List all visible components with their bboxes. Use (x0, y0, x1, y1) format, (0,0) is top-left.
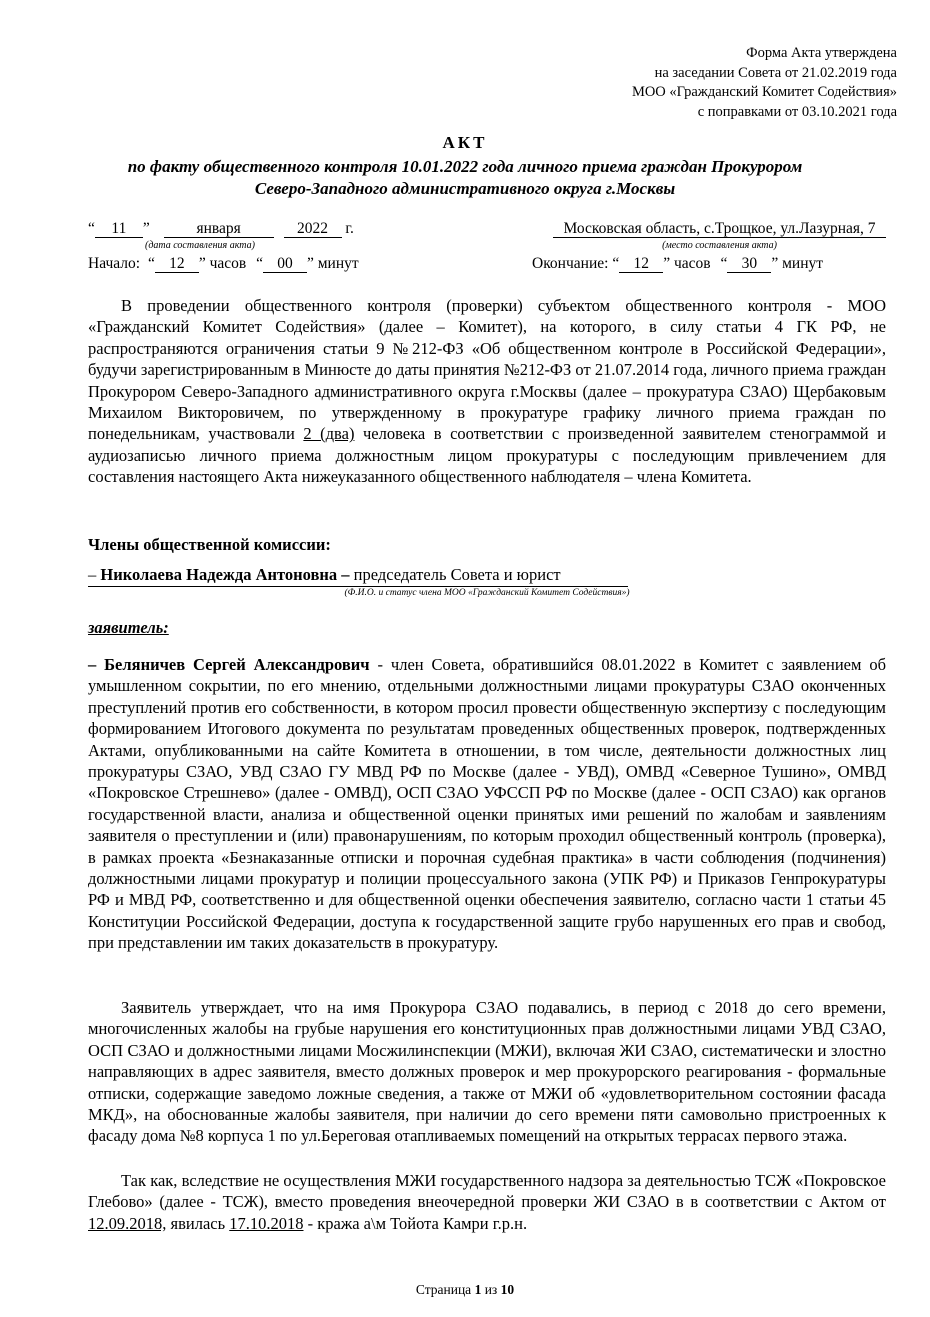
start-hours-unit: часов (209, 255, 247, 272)
start-time-row: Начало: “ 12 ” часов “ 00 ” минут (88, 255, 359, 272)
claims-paragraph: Заявитель утверждает, что на имя Прокурора СЗАО подавались, в период с 2018 до сего времени, многочисленных жалобы на грубые нарушения его конституционных прав должностными лицами УВД СЗАО, ОСП СЗАО и должностными лицами Мосжилинспекции (МЖИ), включая ЖИ СЗАО, систематически и злостно направляющих в адрес заявителя, вместо должных проверок и мер прокурорского реагирования - формальные отписки, содержащие заведомо ложные сведения, а также от МЖИ об «удовлетворительном состоянии фасада МКД», на обоснованные жалобы заявителя, при наличии до сего времени пяти самовольно пристроенных к фасаду дома №8 корпуса 1 по ул.Береговая отапливаемых помещений на открытых террасах первого этажа. (88, 998, 886, 1146)
date-row: “ 11 ” января 2022 г. (88, 220, 354, 237)
document-title: АКТ (442, 133, 488, 152)
approval-line: на заседании Совета от 21.02.2019 года (654, 64, 897, 81)
date-year: 2022 (284, 220, 342, 238)
applicant-name: – Беляничев Сергей Александрович (88, 655, 370, 674)
start-minutes-unit: минут (317, 255, 359, 272)
place-row (553, 220, 886, 238)
place-value: Московская область, с.Трощкое, ул.Лазурная, 7 (553, 220, 886, 238)
subtitle-line-2: Северо-Западного административного округа г.Москвы (254, 179, 676, 198)
document-subtitle (0, 156, 930, 200)
approval-line: МОО «Гражданский Комитет Содействия» (631, 84, 897, 100)
start-label: Начало: (88, 255, 141, 272)
page-number: 1 (474, 1282, 482, 1297)
end-time-row: Окончание: “ 12 ” часов “ 30 ” минут (532, 255, 824, 272)
theft-date: 17.10.2018 (229, 1213, 304, 1233)
act-date: 12.09.2018, (88, 1213, 167, 1233)
members-heading: Члены общественной комиссии: (88, 535, 331, 554)
member-caption: (Ф.И.О. и статус члена МОО «Гражданский Комитет Содействия») (344, 588, 630, 598)
page-total: 10 (500, 1282, 515, 1297)
member-line: – Николаева Надежда Антоновна – председатель Совета и юрист (88, 565, 628, 587)
date-caption: (дата составления акта) (145, 240, 255, 251)
page-footer: Страница 1 из 10 (415, 1282, 515, 1297)
approval-line: с поправками от 03.10.2021 года (697, 103, 897, 120)
applicant-heading: заявитель: (88, 618, 169, 637)
subtitle-line-1: по факту общественного контроля 10.01.2022 года личного приема граждан Прокурором (127, 157, 803, 176)
approval-note (632, 44, 897, 122)
end-minutes-unit: минут (782, 255, 824, 272)
start-hours: 12 (155, 255, 199, 273)
applicant-paragraph: – Беляничев Сергей Александрович - член Совета, обратившийся 08.01.2022 в Комитет с заявлением об умышленном сокрытии, по его мнению, отдельными должностными лицами прокуратуры СЗАО оконченных преступлений против его собственности, в котором просил провести общественную экспертизу с последующим формированием Итогового документа по результатам проведенных общественных проверок, подтвержденных Актами, опубликованными на сайте Комитета в отношении, в том числе, деятельности должностных лиц прокуратуры СЗАО, УВД СЗАО ГУ МВД РФ по Москве (далее - УВД), ОМВД «Северное Тушино», ОМВД «Покровское Стрешнево» (далее - ОМВД), ОСП СЗАО УФССП РФ по Москве (далее - ОСП СЗАО) как органов государственной власти, анализа и общественной оценки принятых ими решений по жалобам и заявлениям заявителя о преступлении и (или) правонарушениям, по которым проходил общественный контроль (проверка), в рамках проекта «Безнаказанные отписки и порочная судебная практика» в части соблюдения (подчинения) должностными лицами прокуратур и полиции процессуального закона (УПК РФ) и Приказов Генпрокуратуры РФ и МВД РФ, соответственно и для общественной оценки обеспечения заявителю, согласно части 1 статьи 45 Конституции Российской Федерации, доступа к государственной защите грубо нарушенных его прав и свобод, при представлении им таких доказательств в прокуратуру. (88, 655, 886, 953)
date-day: 11 (95, 220, 143, 238)
end-hours: 12 (619, 255, 663, 273)
member-name: Николаева Надежда Антоновна – (100, 565, 350, 584)
place-caption: (место составления акта) (662, 240, 777, 251)
date-year-suffix: г. (345, 220, 354, 237)
participants-count: 2 (два) (303, 424, 355, 444)
end-hours-unit: часов (673, 255, 711, 272)
date-month: января (164, 220, 274, 238)
start-minutes: 00 (263, 255, 307, 273)
end-label: Окончание: (532, 255, 609, 272)
approval-line: Форма Акта утверждена (746, 45, 897, 61)
intro-paragraph: В проведении общественного контроля (проверки) субъектом общественного контроля - МОО «Гражданский Комитет Содействия» (далее – Комитет), на которого, в силу статьи 4 ГК РФ, не распространяются ограничения статьи 9 №212-ФЗ «Об общественном контроле в Российской Федерации», будучи зарегистрированным в Минюсте до даты принятия №212-ФЗ от 21.07.2014 года, личного приема граждан Прокурором Северо-Западного административного округа г.Москвы (далее – прокуратура СЗАО) Щербаковым Михаилом Викторовичем, по утвержденному в прокуратуре графику личного приема граждан по понедельникам, участвовали 2 (два) человека в соответствии с произведенной заявителем стенограммой и аудиозаписью личного приема должностным лицом прокуратуры с последующим привлечением для составления настоящего Акта нижеуказанного общественного наблюдателя – члена Комитета. (88, 296, 887, 487)
inspection-paragraph: Так как, вследствие не осуществления МЖИ государственного надзора за деятельностью ТСЖ «Покровское Глебово» (далее - ТСЖ), вместо проведения внеочередной проверки ЖИ СЗАО в в соответствии с Актом от 12.09.2018, явилась 17.10.2018 - кража а\м Тойота Камри г.р.н. (88, 1171, 886, 1233)
end-minutes: 30 (727, 255, 771, 273)
member-status: председатель Совета и юрист (349, 565, 561, 584)
